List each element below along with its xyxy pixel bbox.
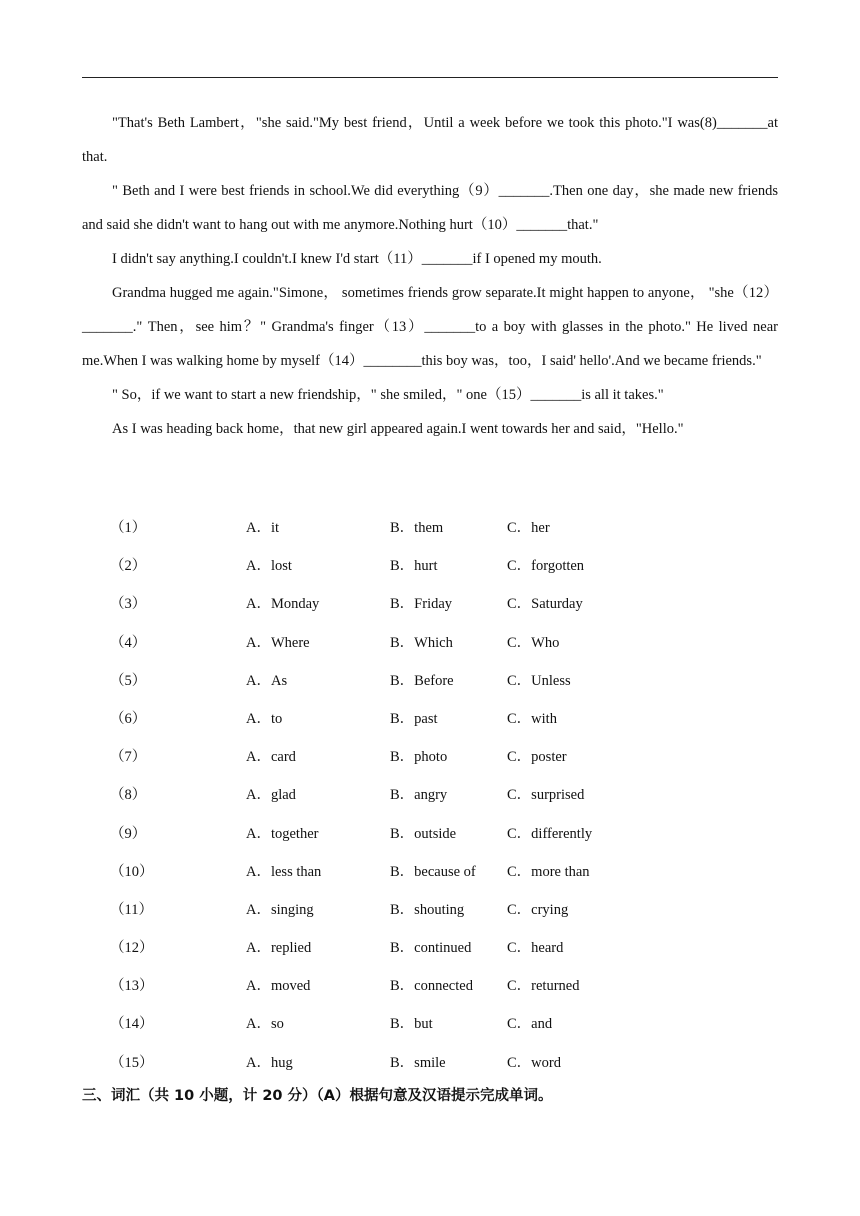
question-number: （6） — [110, 710, 147, 727]
option-b: B．hurt — [390, 558, 438, 575]
option-c: C．more than — [507, 863, 590, 880]
option-b: B．Before — [390, 672, 454, 689]
passage-paragraph: "That's Beth Lambert，"she said."My best friend，Until a week before we took this photo."I was(8)_______at that. — [82, 115, 778, 165]
option-c: C．forgotten — [507, 558, 585, 575]
option-a: A．singing — [246, 901, 314, 918]
option-c: C．with — [507, 710, 557, 727]
option-b: B．but — [390, 1016, 433, 1033]
question-row — [0, 547, 860, 585]
question-number: （1） — [110, 520, 147, 536]
question-number: （5） — [110, 672, 147, 689]
option-a: A．As — [246, 672, 288, 689]
option-b: B．continued — [390, 940, 472, 957]
option-a: A．lost — [246, 558, 292, 575]
option-b: B．Friday — [390, 596, 453, 613]
option-b: B．them — [390, 520, 444, 536]
question-row — [0, 776, 860, 814]
option-c: C．returned — [507, 978, 580, 995]
option-a: A．it — [246, 520, 280, 536]
option-a: A．hug — [246, 1054, 293, 1071]
passage — [82, 106, 778, 446]
question-number: （12） — [110, 940, 154, 957]
option-a: A．so — [246, 1016, 284, 1033]
option-c: C．Who — [507, 634, 560, 651]
option-c: C．Saturday — [507, 596, 583, 613]
option-c: C．differently — [507, 825, 593, 842]
option-b: B．outside — [390, 825, 457, 842]
option-b: B．photo — [390, 749, 448, 766]
section-heading: 三、词汇（共 10 小题，计 20 分）（A）根据句意及汉语提示完成单词。 — [82, 1088, 553, 1104]
question-row — [0, 929, 860, 967]
option-b: B．smile — [390, 1054, 446, 1071]
question-number: （7） — [110, 749, 147, 766]
option-c: C．heard — [507, 940, 564, 957]
passage-paragraph: " Beth and I were best friends in school.We did everything（9）_______.Then one day，she made new friends and said she didn't want to hang out with me anymore.Nothing hurt（10）_______that." — [82, 183, 778, 233]
question-row — [0, 585, 860, 623]
option-b: B．because of — [390, 863, 476, 880]
question-number: （9） — [110, 825, 147, 842]
option-c: C．Unless — [507, 672, 571, 689]
option-a: A．to — [246, 710, 283, 727]
option-b: B．angry — [390, 787, 448, 804]
question-number: （15） — [110, 1054, 154, 1071]
option-b: B．shouting — [390, 901, 465, 918]
header-rule — [82, 77, 778, 78]
option-c: C．crying — [507, 901, 569, 918]
option-a: A．replied — [246, 940, 312, 957]
question-number: （8） — [110, 787, 147, 804]
question-number: （11） — [110, 901, 153, 918]
passage-paragraph: As I was heading back home，that new girl appeared again.I went towards her and said，"Hello." — [112, 421, 684, 437]
question-row — [0, 624, 860, 662]
option-a: A．together — [246, 825, 319, 842]
passage-paragraph: I didn't say anything.I couldn't.I knew I'd start（11）_______if I opened my mouth. — [112, 251, 602, 267]
option-c: C．surprised — [507, 787, 585, 804]
passage-paragraph: " So，if we want to start a new friendship，" she smiled，" one（15）_______is all it takes." — [112, 387, 664, 403]
option-c: C．and — [507, 1016, 553, 1033]
question-options-list — [0, 509, 860, 1082]
option-a: A．less than — [246, 863, 322, 880]
question-row — [0, 853, 860, 891]
question-row — [0, 1044, 860, 1082]
option-a: A．card — [246, 749, 296, 766]
passage-paragraph: Grandma hugged me again."Simone， sometimes friends grow separate.It might happen to anyone， "she（12）_______." Then，see him？" Grandma's finger（13）_______to a boy with glasses in the photo." He lived near me.When I was walking home by myself（14）________this boy was，too，I said' hello'.And we became friends." — [82, 285, 778, 369]
option-c: C．poster — [507, 749, 567, 766]
option-a: A．moved — [246, 978, 311, 995]
option-a: A．Where — [246, 634, 310, 651]
question-row — [0, 738, 860, 776]
question-number: （13） — [110, 978, 154, 995]
question-number: （10） — [110, 863, 154, 880]
question-row — [0, 967, 860, 1005]
question-number: （4） — [110, 634, 147, 651]
option-b: B．Which — [390, 634, 453, 651]
question-number: （3） — [110, 596, 147, 613]
question-row — [0, 1005, 860, 1043]
question-row — [0, 815, 860, 853]
question-number: （2） — [110, 558, 147, 575]
question-row — [0, 509, 860, 547]
option-a: A．Monday — [246, 596, 320, 613]
option-b: B．past — [390, 710, 438, 727]
option-b: B．connected — [390, 978, 473, 995]
option-a: A．glad — [246, 787, 296, 804]
question-row — [0, 662, 860, 700]
question-row — [0, 700, 860, 738]
question-row — [0, 891, 860, 929]
option-c: C．word — [507, 1054, 561, 1071]
option-c: C．her — [507, 520, 550, 536]
question-number: （14） — [110, 1016, 154, 1033]
